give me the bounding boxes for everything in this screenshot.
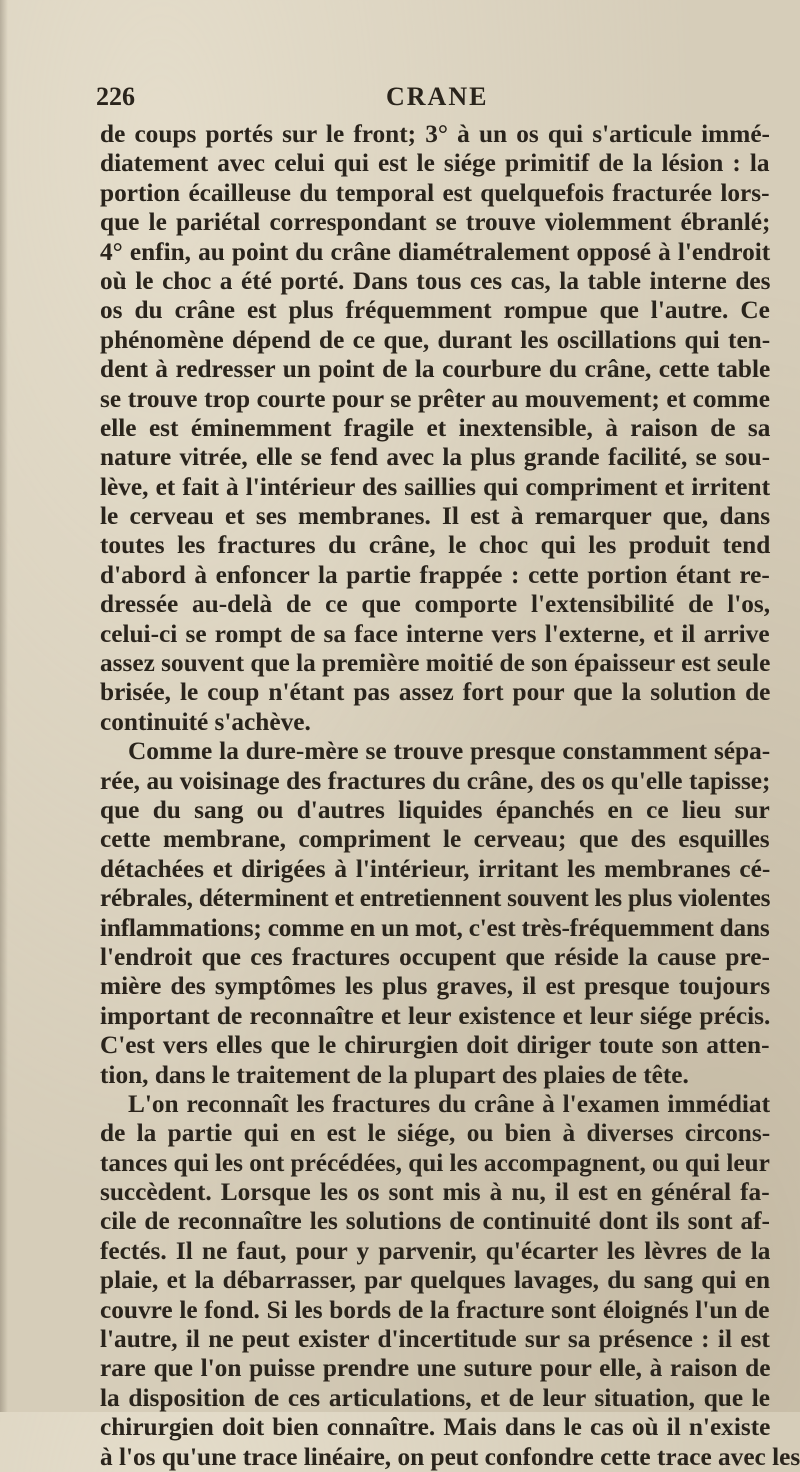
text-line: rée, au voisinage des fractures du crâne, des os qu'elle tapisse; (100, 766, 771, 795)
running-head: CRANE (386, 82, 489, 111)
text-line: couvre le fond. Si les bords de la fracture sont éloignés l'un de (100, 1295, 770, 1324)
text-line: celui-ci se rompt de sa face interne vers l'externe, et il arrive (100, 619, 770, 648)
text-line: dressée au-delà de ce que comporte l'extensibilité de l'os, (100, 590, 771, 619)
text-line: le cerveau et ses membranes. Il est à remarquer que, dans (100, 502, 771, 531)
text-line: brisée, le coup n'étant pas assez fort pour que la solution de (100, 678, 771, 707)
text-line: dent à redresser un point de la courbure du crâne, cette table (100, 355, 771, 384)
text-line: portion écailleuse du temporal est quelquefois fracturée lors- (100, 178, 770, 207)
text-line: de la partie qui en est le siége, ou bien à diverses circons- (100, 1119, 771, 1148)
text-line: C'est vers elles que le chirurgien doit diriger toute son atten- (100, 1031, 770, 1060)
text-line: assez souvent que la première moitié de son épaisseur est seule (100, 649, 771, 678)
text-line: phénomène dépend de ce que, durant les oscillations qui ten- (100, 325, 771, 354)
paragraph-start-line: L'on reconnaît les fractures du crâne à l'examen immédiat (128, 1089, 771, 1118)
text-line: à l'os qu'une trace linéaire, on peut confondre cette trace avec les (100, 1442, 800, 1471)
body-text (100, 120, 800, 1472)
page-header (96, 82, 756, 122)
text-line: l'autre, il ne peut exister d'incertitude sur sa présence : il est (100, 1325, 770, 1354)
text-line: chirurgien doit bien connaître. Mais dans le cas où il n'existe (100, 1413, 771, 1442)
text-line: d'abord à enfoncer la partie frappée : cette portion étant re- (100, 560, 770, 589)
text-line: nature vitrée, elle se fend avec la plus grande facilité, se sou- (100, 443, 771, 472)
text-line: la disposition de ces articulations, et de leur situation, que le (100, 1383, 771, 1412)
paragraph-start-line: Comme la dure-mère se trouve presque constamment sépa- (128, 737, 771, 766)
text-line: fectés. Il ne faut, pour y parvenir, qu'écarter les lèvres de la (100, 1236, 771, 1265)
text-line: l'endroit que ces fractures occupent que réside la cause pre- (100, 942, 770, 971)
text-line: 4° enfin, au point du crâne diamétralement opposé à l'endroit (100, 237, 771, 266)
page-number: 226 (96, 82, 135, 111)
text-line: que du sang ou d'autres liquides épanchés en ce lieu sur (100, 795, 770, 824)
text-line: os du crâne est plus fréquemment rompue que l'autre. Ce (100, 296, 770, 325)
text-line: lève, et fait à l'intérieur des saillies qui compriment et irritent (100, 472, 771, 501)
text-line: détachées et dirigées à l'intérieur, irritant les membranes cé- (100, 854, 771, 883)
text-line: important de reconnaître et leur existence et leur siége précis. (100, 1001, 771, 1030)
text-line: tion, dans le traitement de la plupart des plaies de tête. (100, 1060, 689, 1089)
text-line: de coups portés sur le front; 3° à un os qui s'articule immé- (100, 120, 770, 148)
text-line: cette membrane, compriment le cerveau; que des esquilles (100, 825, 770, 854)
page-gutter-shadow (0, 0, 8, 1412)
text-line: cile de reconnaître les solutions de continuité dont ils sont af- (100, 1207, 770, 1236)
text-line: se trouve trop courte pour se prêter au mouvement; et comme (100, 384, 770, 413)
text-line: mière des symptômes les plus graves, il est presque toujours (100, 972, 771, 1001)
text-line: rébrales, déterminent et entretiennent souvent les plus violentes (100, 884, 771, 913)
text-line: plaie, et la débarrasser, par quelques lavages, du sang qui en (100, 1266, 771, 1295)
text-line: elle est éminemment fragile et inextensible, à raison de sa (100, 413, 771, 442)
text-line: diatement avec celui qui est le siége primitif de la lésion : la (100, 149, 770, 178)
text-line: succèdent. Lorsque les os sont mis à nu, il est en général fa- (100, 1178, 770, 1207)
text-line: que le pariétal correspondant se trouve violemment ébranlé; (100, 208, 771, 237)
text-line: tances qui les ont précédées, qui les accompagnent, ou qui leur (100, 1148, 770, 1177)
text-line: continuité s'achève. (100, 707, 311, 736)
text-line: inflammations; comme en un mot, c'est très-fréquemment dans (100, 913, 770, 942)
text-line: rare que l'on puisse prendre une suture pour elle, à raison de (100, 1354, 771, 1383)
text-line: toutes les fractures du crâne, le choc qui les produit tend (100, 531, 771, 560)
text-line: où le choc a été porté. Dans tous ces cas, la table interne des (100, 266, 771, 295)
